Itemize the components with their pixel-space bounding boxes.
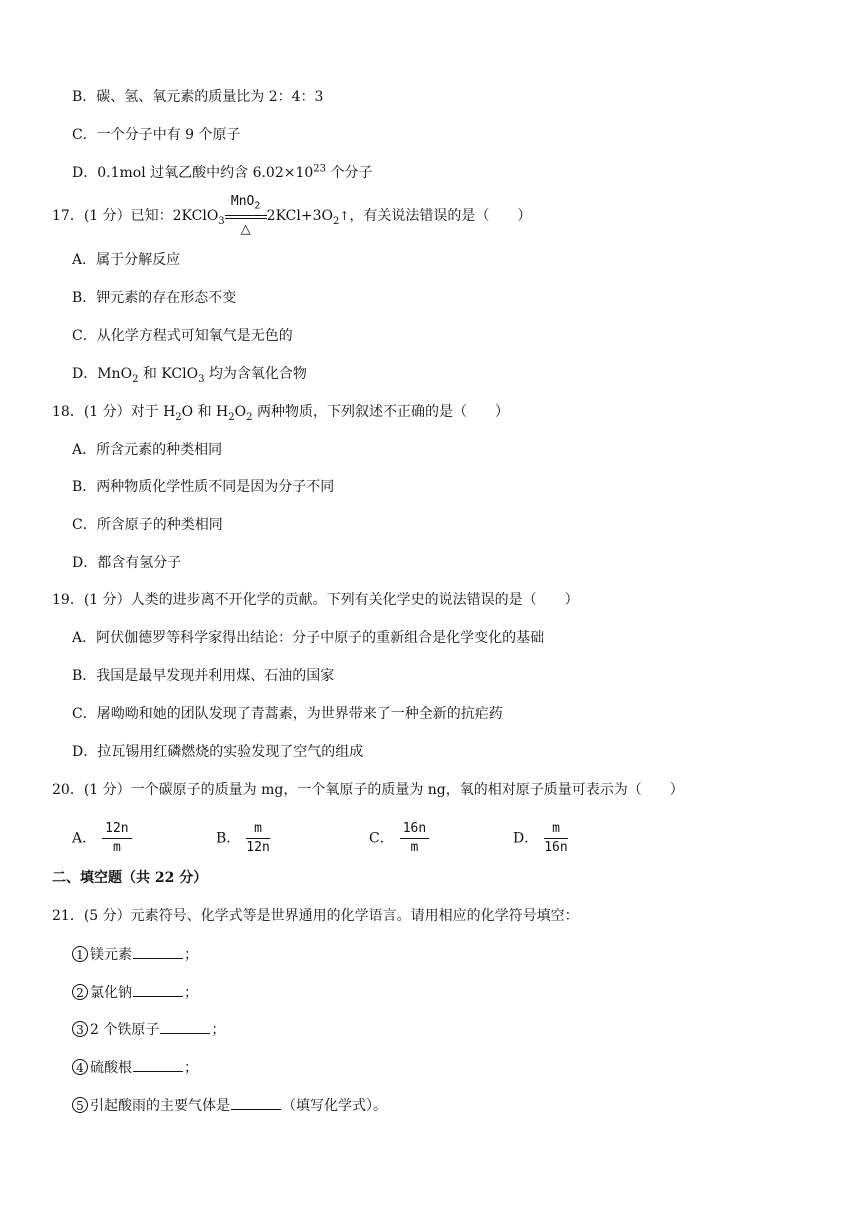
fraction: $\frac{m}{16n}$: [544, 821, 568, 855]
answer-blank[interactable]: [231, 1095, 281, 1110]
q19-option-a: A．阿伏伽德罗等科学家得出结论：分子中原子的重新组合是化学变化的基础: [72, 630, 545, 646]
q20-option-d: D． $\frac{m}{16n}$: [513, 821, 568, 855]
q16-option-b: B．碳、氢、氧元素的质量比为 2：4：3: [72, 89, 324, 105]
q21-item: 5 引起酸雨的主要气体是 （填写化学式）。: [72, 1095, 387, 1116]
q19-option-c: C．屠呦呦和她的团队发现了青蒿素，为世界带来了一种全新的抗疟药: [72, 706, 503, 722]
q17-option-b: B．钾元素的存在形态不变: [72, 290, 237, 306]
q21-stem: 21．(5 分）元素符号、化学式等是世界通用的化学语言。请用相应的化学符号填空：: [52, 908, 579, 924]
reaction-condition: MnO$_2$ △: [225, 206, 267, 226]
q16-option-c: C．一个分子中有 9 个原子: [72, 127, 241, 143]
q17-option-c: C．从化学方程式可知氧气是无色的: [72, 328, 293, 344]
answer-blank[interactable]: [133, 982, 183, 997]
q17-option-a: A．属于分解反应: [72, 252, 181, 268]
q20-stem: 20．(1 分）一个碳原子的质量为 mg，一个氧原子的质量为 ng，氧的相对原子质量可表示为（ ）: [52, 782, 684, 798]
fraction: $\frac{m}{12n}$: [246, 821, 270, 855]
q20-option-a: A． $\frac{12n}{m}$: [72, 820, 132, 857]
circled-number: 3: [72, 1021, 88, 1037]
answer-blank[interactable]: [133, 944, 183, 959]
circled-number: 1: [72, 946, 88, 962]
answer-blank[interactable]: [160, 1019, 210, 1034]
q17-stem: 17．(1 分）已知：2KClO$_3$ MnO$_2$ △ $2KCl+3O_2↑$，有关说法错误的是（ ）: [52, 194, 532, 237]
q20-option-c: C． $\frac{16n}{m}$: [369, 820, 429, 857]
q21-item: 2 氯化钠 ；: [72, 982, 198, 1003]
gas-arrow-icon: ↑: [339, 209, 350, 223]
fraction: $\frac{12n}{m}$: [102, 820, 131, 857]
q18-option-b: B．两种物质化学性质不同是因为分子不同: [72, 479, 335, 495]
fraction: $\frac{16n}{m}$: [400, 820, 429, 857]
q21-item: 4 硫酸根 ；: [72, 1057, 198, 1078]
q19-stem: 19．(1 分）人类的进步离不开化学的贡献。下列有关化学史的说法错误的是（ ）: [52, 592, 579, 608]
q16-option-d: D．0.1mol 过氧乙酸中约含 $6.02\times 10^{23}$ 个分子: [72, 163, 373, 181]
q18-option-a: A．所含元素的种类相同: [72, 442, 223, 458]
q19-option-d: D．拉瓦锡用红磷燃烧的实验发现了空气的组成: [72, 744, 364, 760]
circled-number: 4: [72, 1059, 88, 1075]
q21-item: 1 镁元素 ；: [72, 944, 198, 965]
q19-option-b: B．我国是最早发现并利用煤、石油的国家: [72, 668, 335, 684]
q17-option-d: D．MnO$_2$ 和 KClO$_3$ 均为含氧化合物: [72, 366, 307, 385]
q18-stem: 18．(1 分）对于 $H_2O$ 和 $H_2O_2$ 两种物质，下列叙述不正确的是（ ）: [52, 404, 509, 423]
section-title: 二、填空题（共 22 分）: [52, 870, 208, 886]
q18-option-d: D．都含有氢分子: [72, 555, 182, 571]
answer-blank[interactable]: [133, 1057, 183, 1072]
circled-number: 2: [72, 984, 88, 1000]
q21-item: 3 2 个铁原子 ；: [72, 1019, 225, 1040]
q18-option-c: C．所含原子的种类相同: [72, 517, 223, 533]
circled-number: 5: [72, 1097, 88, 1113]
q20-option-b: B． $\frac{m}{12n}$: [216, 821, 270, 855]
